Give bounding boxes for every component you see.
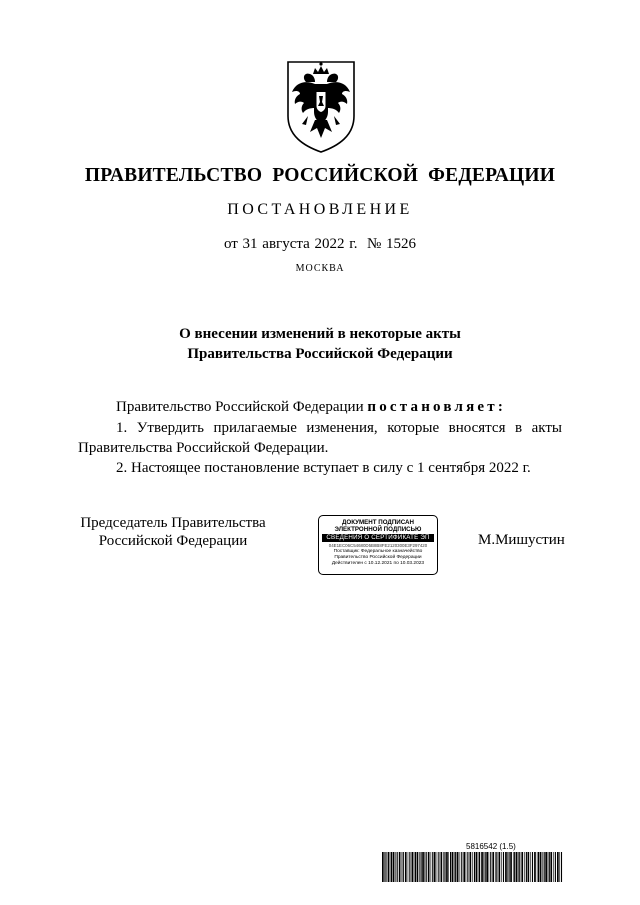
subject-line-2: Правительства Российской Федерации <box>187 346 453 362</box>
stamp-owner: Правительство Российской Федерации <box>334 555 422 560</box>
signatory-position <box>78 514 268 550</box>
intro-text: Правительство Российской Федерации <box>116 399 368 415</box>
government-title: ПРАВИТЕЛЬСТВО РОССИЙСКОЙ ФЕДЕРАЦИИ <box>84 165 556 186</box>
stamp-issuer: Поставщик: Федеральное казначейство <box>333 549 423 554</box>
intro-verb: постановляет: <box>367 399 507 415</box>
item-2-paragraph: 2. Настоящее постановление вступает в силу с 1 сентября 2022 г. <box>116 460 531 476</box>
barcode-number: 5816542 (1.5) <box>466 842 516 851</box>
position-line-2: Российской Федерации <box>98 533 248 549</box>
document-city: МОСКВА <box>295 263 345 274</box>
intro-paragraph <box>116 397 506 417</box>
stamp-line-1: ДОКУМЕНТ ПОДПИСАН <box>342 519 414 526</box>
electronic-signature-stamp <box>318 515 438 575</box>
coat-of-arms-icon <box>282 58 360 154</box>
stamp-cert-header: СВЕДЕНИЯ О СЕРТИФИКАТЕ ЭП <box>322 534 434 542</box>
document-date-number: от 31 августа 2022 г. № 1526 <box>223 236 417 252</box>
stamp-line-2: ЭЛЕКТРОННОЙ ПОДПИСЬЮ <box>334 526 422 533</box>
stamp-validity: Действителен с 10.12.2021 по 10.03.2023 <box>331 561 425 566</box>
item-1-paragraph: 1. Утвердить прилагаемые изменения, которые вносятся в акты Правительства Российской Федерации. <box>78 420 562 456</box>
document-type: ПОСТАНОВЛЕНИЕ <box>227 201 413 218</box>
subject-line-1: О внесении изменений в некоторые акты <box>179 326 461 342</box>
barcode-icon <box>382 852 564 882</box>
signatory-name: М.Мишустин <box>478 532 565 548</box>
document-subject <box>0 324 640 364</box>
position-line-1: Председатель Правительства <box>80 515 266 531</box>
stamp-serial: 04E1EC06C54680D5B8B8FE2120300E3F297420 <box>328 543 428 548</box>
